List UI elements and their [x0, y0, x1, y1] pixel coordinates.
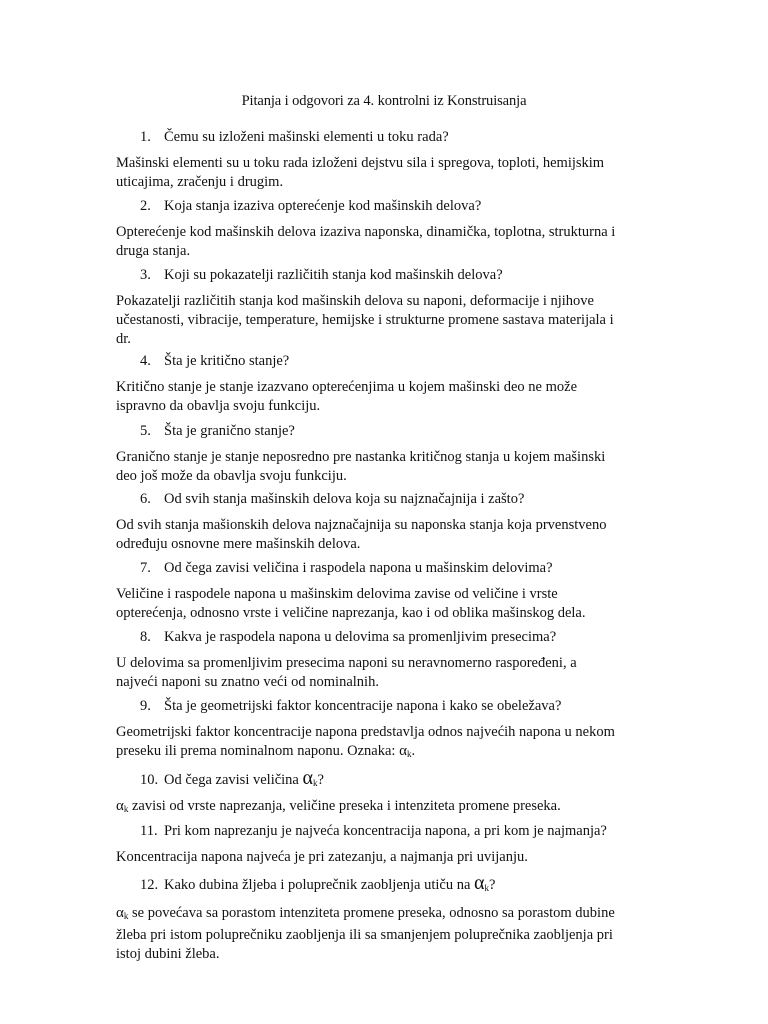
- answer-line: [116, 904, 656, 926]
- question-text: Koji su pokazatelji različitih stanja kod mašinskih delova?: [164, 267, 503, 283]
- question-12: [140, 872, 496, 895]
- answer-line: uticajima, zračenju i drugim.: [116, 174, 284, 190]
- alpha-glyph: α: [116, 905, 124, 921]
- question-10: [140, 767, 324, 790]
- answer-3: [116, 292, 656, 349]
- answer-6: [116, 516, 656, 554]
- question-2: [140, 198, 481, 215]
- answer-line: učestanosti, vibracije, temperature, hemijske i strukturne promene sastava materijala i: [116, 312, 614, 328]
- answer-line: druga stanja.: [116, 243, 191, 259]
- question-4: [140, 353, 289, 370]
- question-number: 8.: [140, 629, 151, 645]
- question-number: 4.: [140, 353, 151, 369]
- alpha-glyph: α: [302, 767, 313, 789]
- question-number: 10.: [140, 772, 159, 788]
- answer-line: određuju osnovne mere mašinskih delova.: [116, 536, 361, 552]
- question-number: 1.: [140, 129, 151, 145]
- question-text: Od svih stanja mašinskih delova koja su najznačajnija i zašto?: [164, 491, 525, 507]
- answer-line: deo još može da obavlja svoju funkciju.: [116, 468, 347, 484]
- alpha-k-symbol: [116, 905, 128, 921]
- answer-line: preseku ili prema nominalnom naponu. Oznaka: $\alpha_k$.: [116, 743, 416, 759]
- alpha-k-symbol: [399, 743, 411, 759]
- alpha-subscript: k: [123, 911, 129, 921]
- answer-line: Granično stanje je stanje neposredno pre nastanka kritičnog stanja u kojem mašinski: [116, 449, 606, 465]
- alpha-k-symbol: [116, 798, 128, 814]
- answer-5: [116, 448, 656, 486]
- question-1: [140, 129, 449, 146]
- answer-line: Od svih stanja mašionskih delova najznačajnija su naponska stanja koja prvenstveno: [116, 517, 607, 533]
- question-11: [140, 823, 607, 840]
- question-3: [140, 267, 503, 284]
- question-9: [140, 698, 561, 715]
- alpha-k-symbol: [303, 767, 318, 789]
- answer-line: Geometrijski faktor koncentracije napona predstavlja odnos najvećih napona u nekom: [116, 724, 615, 740]
- question-number: 5.: [140, 423, 151, 439]
- alpha-glyph: α: [474, 872, 485, 894]
- answer-line-text: se povećava sa porastom intenziteta promene preseka, odnosno sa porastom dubine: [128, 905, 615, 921]
- alpha-subscript: k: [312, 778, 318, 788]
- question-text: Kako dubina žljeba i poluprečnik zaobljenja utiču na: [164, 877, 475, 893]
- alpha-subscript: k: [406, 749, 412, 759]
- question-number: 7.: [140, 560, 151, 576]
- answer-line: dr.: [116, 331, 131, 347]
- question-number: 9.: [140, 698, 151, 714]
- question-tail: ?: [317, 772, 324, 788]
- answer-11: [116, 848, 656, 867]
- answer-4: [116, 378, 656, 416]
- answer-line: Koncentracija napona najveća je pri zatezanju, a najmanja pri uvijanju.: [116, 849, 528, 865]
- answer-line: žleba pri istom poluprečniku zaobljenja ili sa smanjenjem poluprečnika zaobljenja pri: [116, 927, 613, 943]
- question-6: [140, 491, 524, 508]
- question-text: Koja stanja izaziva opterećenje kod mašinskih delova?: [164, 198, 482, 214]
- answer-1: [116, 154, 656, 192]
- question-text: Šta je granično stanje?: [164, 423, 295, 439]
- question-5: [140, 423, 295, 440]
- answer-line: Kritično stanje je stanje izazvano opterećenjima u kojem mašinski deo ne može: [116, 379, 578, 395]
- question-number: 3.: [140, 267, 151, 283]
- question-text: Šta je kritično stanje?: [164, 353, 290, 369]
- alpha-subscript: k: [484, 883, 490, 893]
- question-number: 11.: [140, 823, 158, 839]
- answer-line-text: preseku ili prema nominalnom naponu. Oznaka:: [116, 743, 400, 759]
- answer-line: Veličine i raspodele napona u mašinskim delovima zavise od veličine i vrste: [116, 586, 558, 602]
- answer-2: [116, 223, 656, 261]
- question-text: Šta je geometrijski faktor koncentracije napona i kako se obeležava?: [164, 698, 562, 714]
- alpha-glyph: α: [116, 798, 124, 814]
- answer-line: [116, 797, 656, 819]
- document-title: Pitanja i odgovori za 4. kontrolni iz Konstruisanja: [241, 93, 527, 109]
- question-8: [140, 629, 556, 646]
- answer-line-text: zavisi od vrste naprezanja, veličine preseka i intenziteta promene preseka.: [128, 798, 561, 814]
- question-text: Od čega zavisi veličina: [164, 772, 303, 788]
- answer-line: U delovima sa promenljivim presecima naponi su neravnomerno raspoređeni, a: [116, 655, 577, 671]
- answer-line: Pokazatelji različitih stanja kod mašinskih delova su naponi, deformacije i njihove: [116, 293, 594, 309]
- answer-8: [116, 654, 656, 692]
- answer-12: [116, 904, 656, 964]
- answer-9: [116, 723, 656, 764]
- question-number: 2.: [140, 198, 151, 214]
- question-text: Pri kom naprezanju je najveća koncentracija napona, a pri kom je najmanja?: [164, 823, 607, 839]
- answer-line: Mašinski elementi su u toku rada izloženi dejstvu sila i spregova, toploti, hemijskim: [116, 155, 605, 171]
- question-number: 6.: [140, 491, 151, 507]
- answer-line: Opterećenje kod mašinskih delova izaziva naponska, dinamička, toplotna, strukturna i: [116, 224, 616, 240]
- question-text: Čemu su izloženi mašinski elementi u toku rada?: [164, 129, 449, 145]
- alpha-k-symbol: [474, 872, 489, 894]
- question-tail: ?: [489, 877, 496, 893]
- answer-line: istoj dubini žleba.: [116, 946, 220, 962]
- answer-line: opterećenja, odnosno vrste i veličine naprezanja, kao i od oblika mašinskog dela.: [116, 605, 586, 621]
- question-text: Od čega zavisi veličina i raspodela napona u mašinskim delovima?: [164, 560, 553, 576]
- answer-line: ispravno da obavlja svoju funkciju.: [116, 398, 321, 414]
- alpha-subscript: k: [123, 804, 129, 814]
- answer-line: najveći naponi su znatno veći od nominalnih.: [116, 674, 379, 690]
- alpha-glyph: α: [399, 743, 407, 759]
- answer-10: [116, 797, 656, 819]
- question-number: 12.: [140, 877, 159, 893]
- answer-7: [116, 585, 656, 623]
- question-7: [140, 560, 553, 577]
- question-text: Kakva je raspodela napona u delovima sa promenljivim presecima?: [164, 629, 557, 645]
